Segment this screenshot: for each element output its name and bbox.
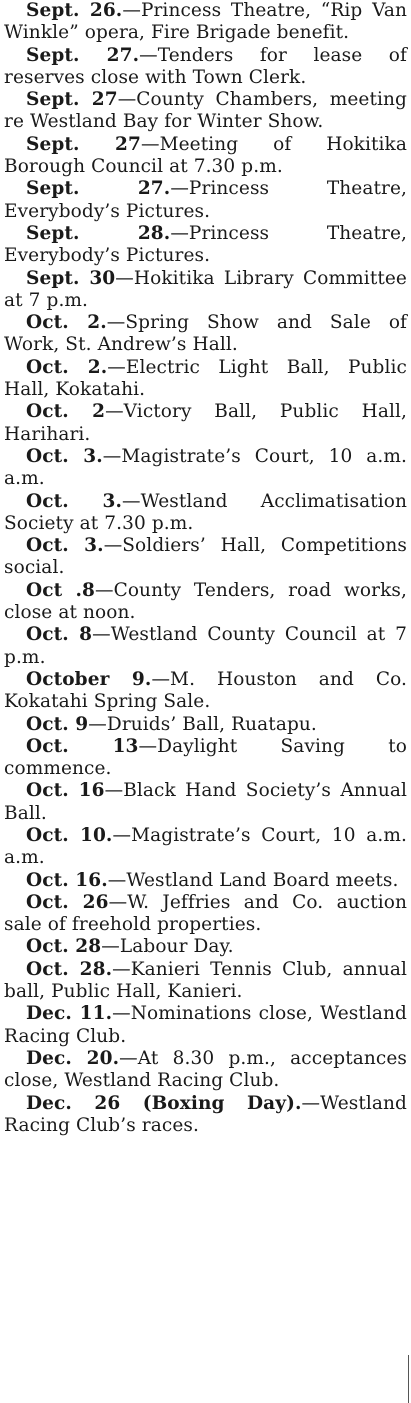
event-entry	[4, 624, 407, 669]
event-date: Sept. 30	[26, 267, 116, 289]
event-entry	[4, 736, 407, 781]
event-entry	[4, 401, 407, 446]
event-entry	[4, 959, 407, 1004]
event-entry	[4, 535, 407, 580]
event-description: —At 8.30 p.m., acceptances close, Westland Racing Club.	[4, 1047, 407, 1092]
event-date: October 9.	[26, 668, 152, 690]
event-date: Oct. 26	[26, 891, 109, 913]
event-entry	[4, 491, 407, 536]
event-description: —Soldiers’ Hall, Competitions social.	[4, 535, 407, 579]
event-description: —County Tenders, road works, close at noon.	[4, 579, 407, 624]
event-entry	[4, 0, 407, 45]
event-entry	[4, 1048, 407, 1093]
event-date: Oct. 2.	[26, 356, 108, 378]
event-date: Sept. 28.	[26, 222, 171, 244]
event-description: —M. Houston and Co. Kokatahi Spring Sale.	[4, 668, 407, 713]
event-description: —Nominations close, Westland Racing Club.	[4, 1003, 407, 1047]
event-description: —County Chambers, meeting re Westland Bay for Winter Show.	[4, 89, 407, 133]
event-description: —Electric Light Ball, Public Hall, Kokatahi.	[4, 356, 407, 401]
event-entry	[4, 45, 407, 90]
event-description: —Princess Theatre, “Rip Van Winkle” opera, Fire Brigade benefit.	[4, 0, 407, 44]
event-description: —Victory Ball, Public Hall, Harihari.	[4, 401, 408, 445]
event-description: —Meeting of Hokitika Borough Council at 7.30 p.m.	[4, 133, 407, 178]
event-date: Oct. 8	[26, 624, 93, 646]
event-description: —Westland Land Board meets.	[107, 869, 399, 891]
event-date: Sept. 27.	[26, 178, 171, 200]
event-description: —Tenders for lease of reserves close with Town Clerk.	[4, 44, 407, 88]
event-description: —Druids’ Ball, Ruatapu.	[88, 713, 317, 735]
event-entry	[4, 357, 407, 402]
event-description: —Kanieri Tennis Club, annual ball, Public Hall, Kanieri.	[4, 958, 408, 1003]
event-description: —Princess Theatre, Everybody’s Pictures.	[4, 222, 407, 267]
event-entry	[4, 89, 407, 134]
event-date: Oct. 3.	[26, 535, 104, 557]
event-description: —W. Jeffries and Co. auction sale of freehold properties.	[4, 891, 407, 936]
event-entry	[4, 1093, 407, 1138]
event-entry	[4, 1003, 407, 1048]
event-date: Oct. 28.	[26, 958, 113, 980]
event-description: —Westland Acclimatisation Society at 7.30 p.m.	[4, 490, 407, 534]
column-rule	[408, 1355, 409, 1403]
event-description: —Daylight Saving to commence.	[4, 735, 407, 780]
event-entry	[4, 780, 407, 825]
event-entry	[4, 936, 407, 958]
event-description: —Hokitika Library Committee at 7 p.m.	[4, 267, 407, 311]
event-entry	[4, 892, 407, 937]
event-entry	[4, 580, 407, 625]
event-date: Dec. 11.	[26, 1003, 113, 1025]
event-date: Oct. 9	[26, 713, 89, 735]
event-entry	[4, 223, 407, 268]
event-description: —Magistrate’s Court, 10 a.m. a.m.	[4, 824, 407, 869]
event-date: Dec. 20.	[26, 1047, 120, 1069]
event-entry	[4, 178, 407, 223]
event-description: —Labour Day.	[101, 936, 234, 958]
event-description: —Magistrate’s Court, 10 a.m. a.m.	[4, 445, 407, 490]
event-date: Oct. 16.	[26, 869, 108, 891]
event-entry	[4, 134, 407, 179]
event-entry	[4, 446, 407, 491]
event-entry	[4, 268, 407, 313]
event-date: Sept. 27.	[26, 44, 140, 66]
event-entry	[4, 714, 407, 736]
event-date: Sept. 27	[26, 89, 118, 111]
event-entry	[4, 669, 407, 714]
event-description: —Spring Show and Sale of Work, St. Andrew’s Hall.	[4, 312, 408, 356]
event-date: Oct. 10.	[26, 824, 113, 846]
event-date: Oct. 2.	[26, 312, 107, 334]
event-date: Oct .8	[26, 579, 95, 601]
event-entry	[4, 312, 407, 357]
event-date: Dec. 26 (Boxing Day).	[26, 1092, 302, 1114]
event-description: —Black Hand Society’s Annual Ball.	[4, 780, 407, 824]
event-description: —Westland County Council at 7 p.m.	[4, 624, 407, 668]
event-date: Oct. 3.	[26, 445, 103, 467]
events-column	[4, 0, 407, 1137]
event-date: Oct. 16	[26, 780, 105, 802]
event-date: Oct. 13	[26, 735, 139, 757]
event-date: Sept. 26.	[26, 0, 123, 21]
event-entry	[4, 870, 407, 892]
event-date: Oct. 28	[26, 936, 102, 958]
event-date: Sept. 27	[26, 133, 141, 155]
event-description: —Westland Racing Club’s races.	[4, 1092, 407, 1136]
event-description: —Princess Theatre, Everybody’s Pictures.	[4, 178, 407, 222]
event-date: Oct. 2	[26, 401, 106, 423]
event-entry	[4, 825, 407, 870]
event-date: Oct. 3.	[26, 490, 123, 512]
